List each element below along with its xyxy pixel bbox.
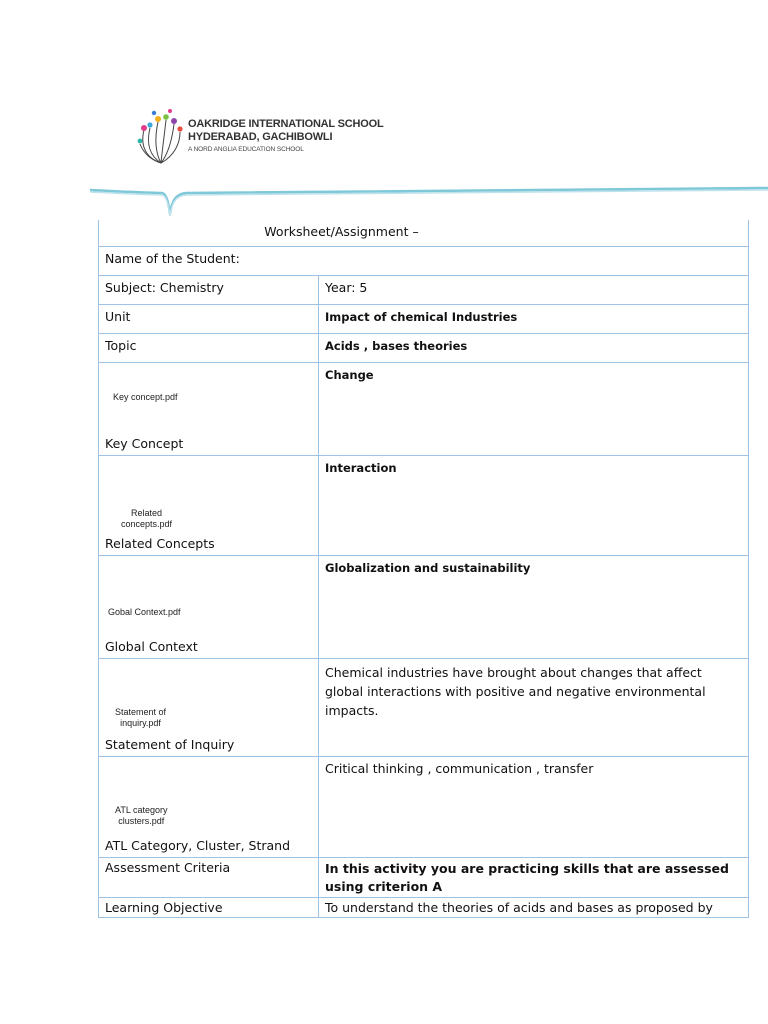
header-wave-divider xyxy=(90,180,768,220)
related-concepts-value: Interaction xyxy=(325,461,397,475)
unit-row xyxy=(99,305,749,334)
statement-of-inquiry-attachment[interactable]: Statement of inquiry.pdf xyxy=(115,707,167,728)
school-logo xyxy=(136,108,396,168)
worksheet-table xyxy=(98,220,749,918)
related-concepts-row xyxy=(99,456,749,556)
topic-label: Topic xyxy=(105,338,137,353)
related-concepts-label: Related Concepts xyxy=(105,536,215,551)
key-concept-row xyxy=(99,363,749,456)
learning-objective-row xyxy=(99,898,749,918)
learning-objective-value: To understand the theories of acids and bases as proposed by xyxy=(325,900,713,915)
student-name-label: Name of the Student: xyxy=(105,251,240,266)
key-concept-attachment[interactable]: Key concept.pdf xyxy=(113,392,178,402)
worksheet-title: Worksheet/Assignment – xyxy=(264,224,419,239)
school-name-line1: OAKRIDGE INTERNATIONAL SCHOOL xyxy=(188,118,384,130)
unit-label: Unit xyxy=(105,309,131,324)
statement-of-inquiry-value: Chemical industries have brought about changes that affect global interactions with positive and negative environmental impacts. xyxy=(325,665,706,718)
global-context-attachment[interactable]: Gobal Context.pdf xyxy=(108,607,181,617)
subject-label: Subject: Chemistry xyxy=(105,280,224,295)
statement-of-inquiry-row xyxy=(99,659,749,757)
unit-value: Impact of chemical Industries xyxy=(325,310,518,324)
topic-value: Acids , bases theories xyxy=(325,339,468,353)
year-label: Year: 5 xyxy=(325,280,368,295)
atl-value: Critical thinking , communication , transfer xyxy=(325,761,594,776)
atl-label: ATL Category, Cluster, Strand xyxy=(105,838,291,853)
related-concepts-attachment[interactable]: Related concepts.pdf xyxy=(121,508,173,529)
key-concept-value: Change xyxy=(325,368,374,382)
statement-of-inquiry-label: Statement of Inquiry xyxy=(105,737,235,752)
school-tagline: A NORD ANGLIA EDUCATION SCHOOL xyxy=(188,146,304,153)
global-context-row xyxy=(99,556,749,659)
school-name-line2: HYDERABAD, GACHIBOWLI xyxy=(188,131,333,143)
atl-attachment[interactable]: ATL category clusters.pdf xyxy=(115,805,168,826)
topic-row xyxy=(99,334,749,363)
global-context-value: Globalization and sustainability xyxy=(325,561,531,575)
subject-row xyxy=(99,276,749,305)
learning-objective-label: Learning Objective xyxy=(105,900,223,915)
global-context-label: Global Context xyxy=(105,639,198,654)
title-row xyxy=(99,220,749,247)
logo-emblem-icon xyxy=(136,108,186,166)
key-concept-label: Key Concept xyxy=(105,436,184,451)
atl-row xyxy=(99,757,749,858)
student-name-row xyxy=(99,247,749,276)
assessment-criteria-row xyxy=(99,858,749,898)
assessment-criteria-label: Assessment Criteria xyxy=(105,860,231,875)
assessment-criteria-value: In this activity you are practicing skills that are assessed using criterion A xyxy=(325,861,729,894)
